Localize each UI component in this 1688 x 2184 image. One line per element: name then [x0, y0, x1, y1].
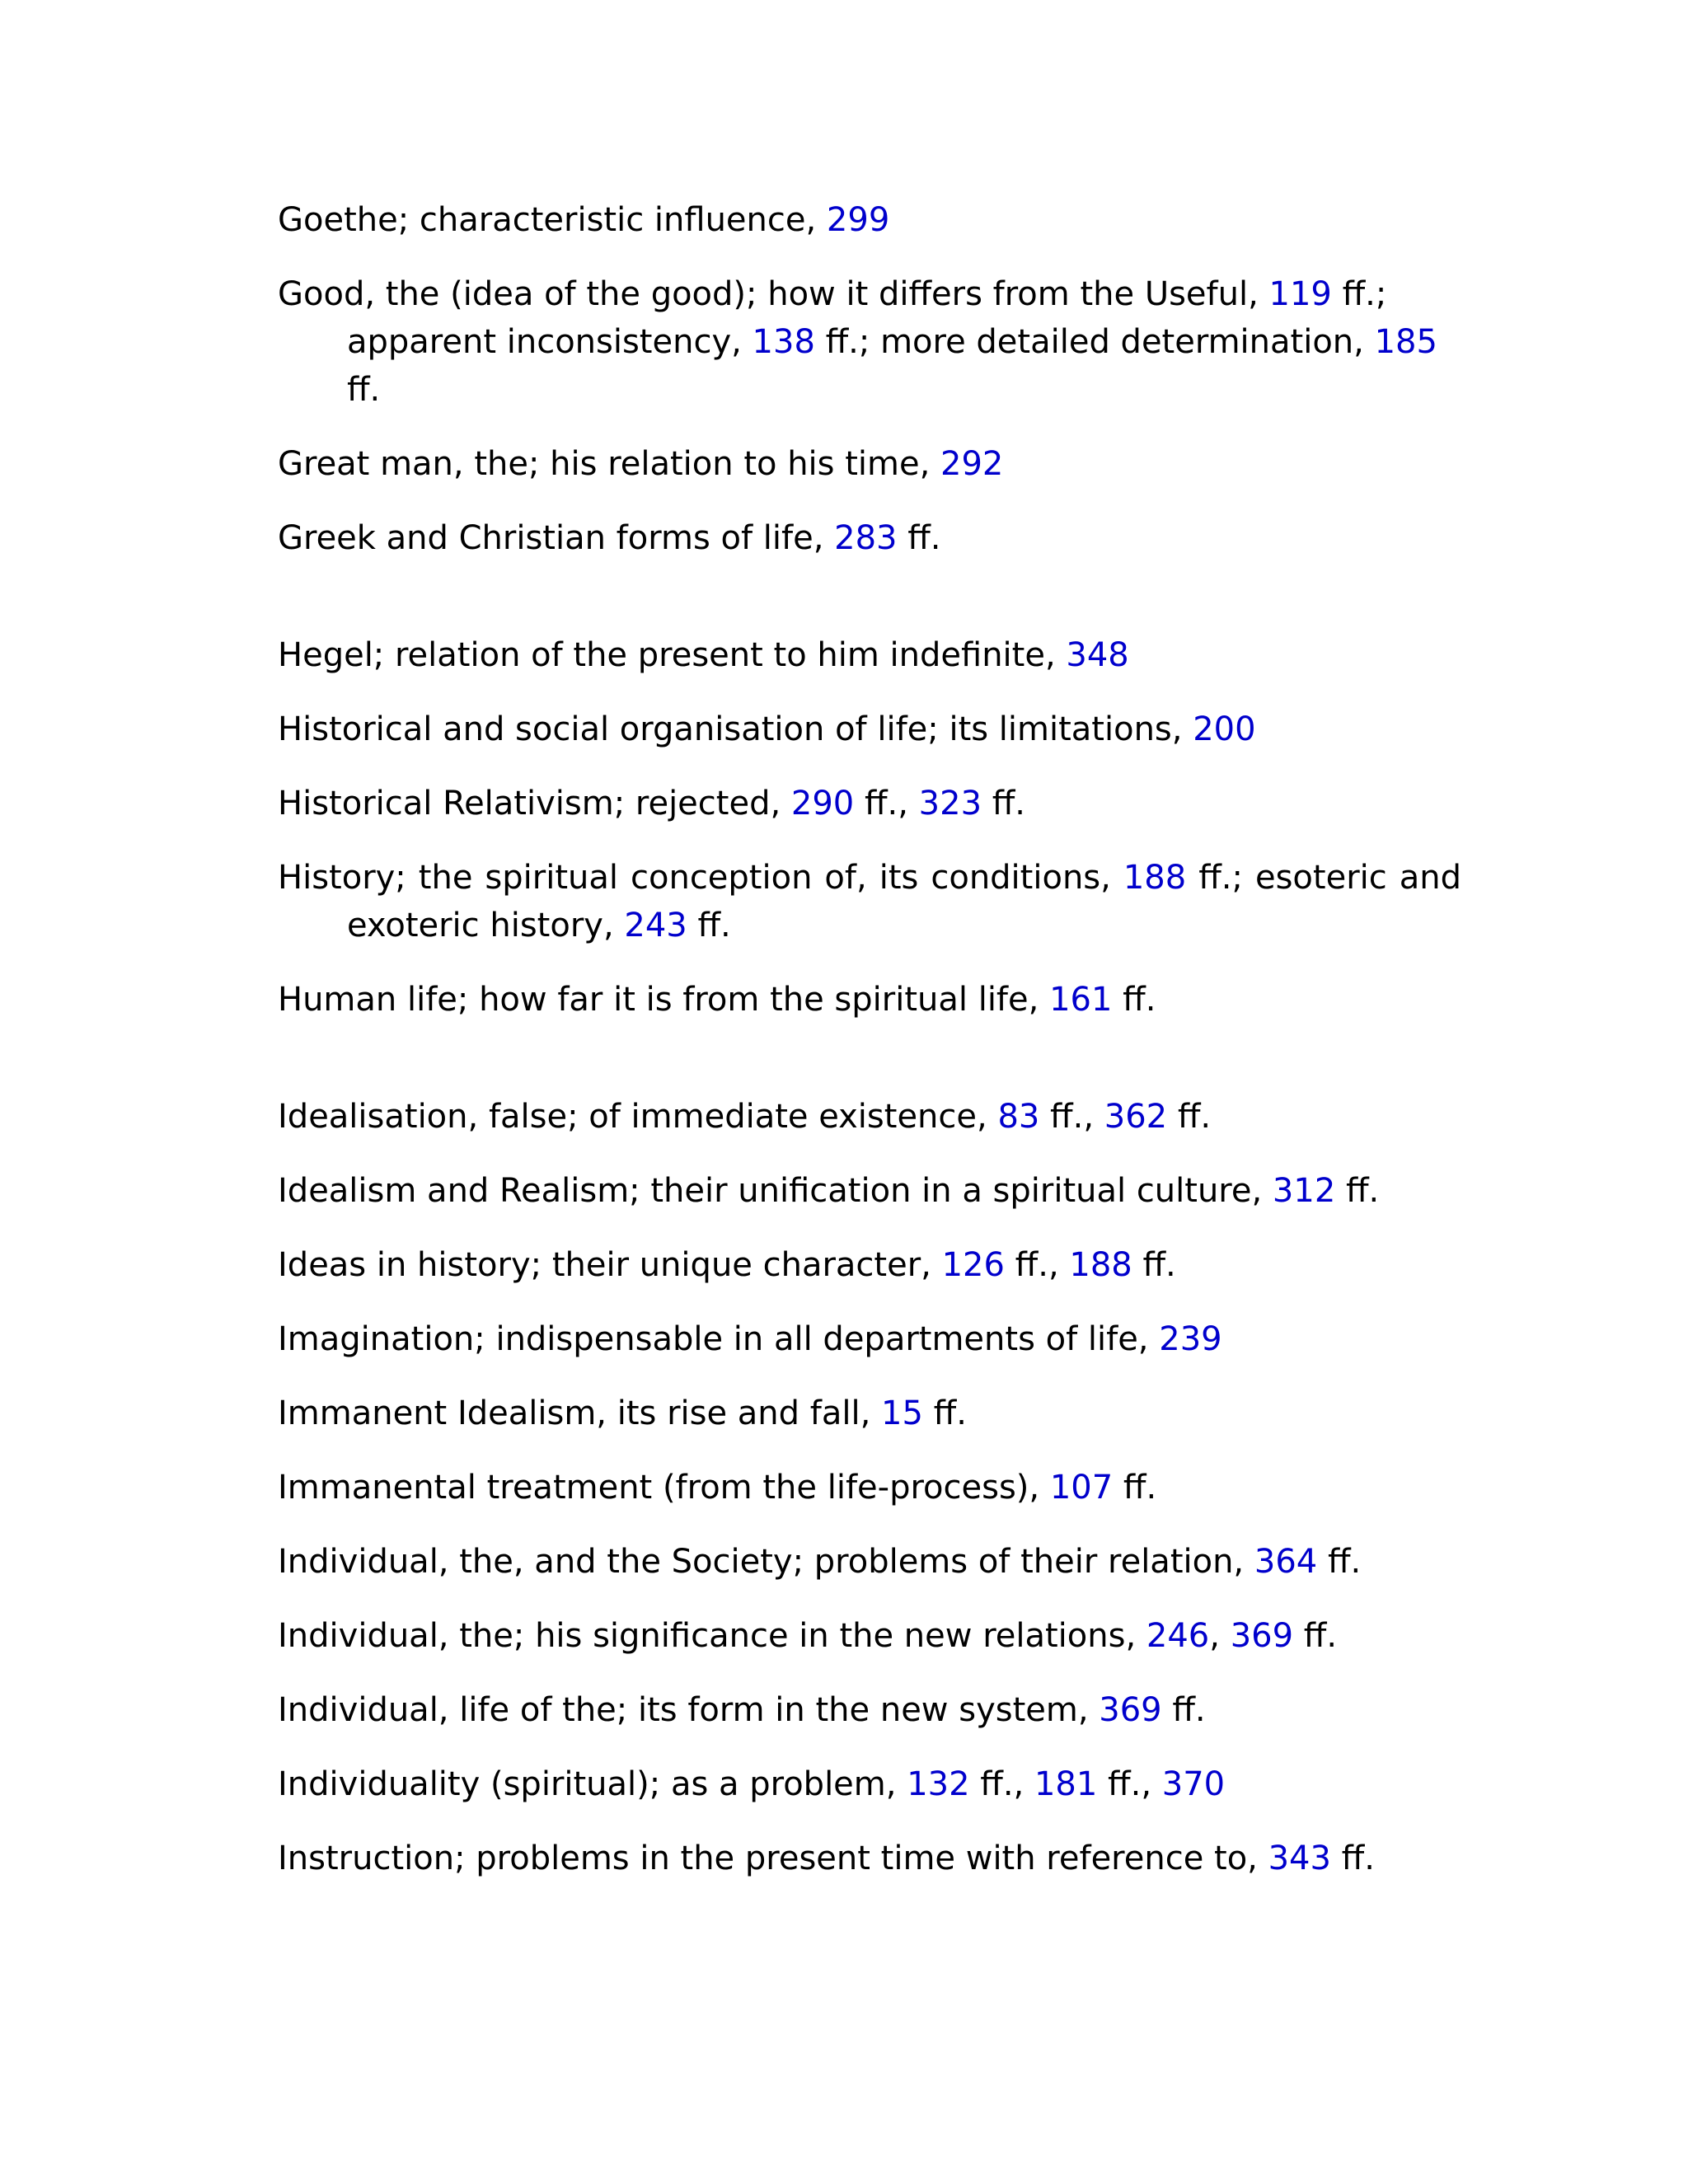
index-entry-text: ff.,: [1097, 1765, 1162, 1803]
index-entry: [278, 1241, 1461, 1289]
index-entry-text: ff.: [687, 907, 731, 944]
index-entry: [278, 631, 1461, 679]
index-entry-text: Imagination; indispensable in all departments of life,: [278, 1320, 1160, 1358]
page-number-link[interactable]: 323: [918, 785, 982, 823]
index-entry-text: ff.,: [969, 1765, 1034, 1803]
index-entry-text: ff.; more detailed determination,: [814, 323, 1375, 361]
index-entry-text: Greek and Christian forms of life,: [278, 519, 835, 557]
index-entry-text: Historical and social organisation of life; its limitations,: [278, 710, 1193, 748]
page-number-link[interactable]: 292: [940, 445, 1004, 483]
page-number-link[interactable]: 185: [1374, 323, 1437, 361]
index-entry-text: ff.: [1161, 1691, 1206, 1729]
index-entry-text: Hegel; relation of the present to him indefinite,: [278, 636, 1067, 674]
index-entry: [278, 1390, 1461, 1437]
index-entry-text: Individual, life of the; its form in the new system,: [278, 1691, 1100, 1729]
index-entry: [278, 1464, 1461, 1511]
index-entry-text: ff.: [1167, 1098, 1212, 1136]
page-number-link[interactable]: 364: [1254, 1543, 1318, 1581]
page-number-link[interactable]: 283: [834, 519, 898, 557]
page-number-link[interactable]: 181: [1034, 1765, 1098, 1803]
page-number-link[interactable]: 119: [1268, 275, 1332, 313]
index-entry-text: ff.: [982, 785, 1026, 823]
index-entry: [278, 705, 1461, 753]
index-entry-text: ,: [1209, 1617, 1231, 1655]
page-number-link[interactable]: 83: [997, 1098, 1040, 1136]
page-number-link[interactable]: 132: [907, 1765, 970, 1803]
index-entry: [278, 440, 1461, 488]
index-entry-text: ff.: [897, 519, 941, 557]
index-entry-text: ff.: [1317, 1543, 1362, 1581]
index-entry: [278, 1315, 1461, 1363]
index-entry: [278, 854, 1461, 949]
index-entry: [278, 1538, 1461, 1586]
page-number-link[interactable]: 138: [752, 323, 815, 361]
index-entry-text: ff.: [347, 371, 381, 409]
index-entry-text: ff.,: [854, 785, 919, 823]
index-entry: [278, 1093, 1461, 1141]
index-entry-text: ff.: [1132, 1246, 1176, 1284]
index-entry-text: Good, the (idea of the good); how it differs from the Useful,: [278, 275, 1269, 313]
page-number-link[interactable]: 15: [881, 1394, 923, 1432]
index-entry: [278, 1612, 1461, 1660]
index-entry: [278, 1760, 1461, 1808]
index-entry: [278, 976, 1461, 1024]
index-entry-text: Goethe; characteristic influence,: [278, 201, 827, 239]
index-entry-text: Immanental treatment (from the life-process),: [278, 1469, 1050, 1507]
index-entry-text: ff.: [1330, 1840, 1375, 1877]
index-entry-text: ff.,: [1004, 1246, 1070, 1284]
page-number-link[interactable]: 362: [1104, 1098, 1168, 1136]
index-entry-text: ff.: [1335, 1172, 1380, 1210]
index-entry: [278, 1835, 1461, 1882]
index-entry-text: Individual, the; his significance in the new relations,: [278, 1617, 1146, 1655]
page-number-link[interactable]: 290: [790, 785, 855, 823]
index-entry-text: Idealism and Realism; their unification in a spiritual culture,: [278, 1172, 1273, 1210]
index-entry-text: ff.: [1112, 981, 1156, 1019]
page-number-link[interactable]: 369: [1099, 1691, 1162, 1729]
index-entry: [278, 270, 1461, 414]
page-number-link[interactable]: 348: [1066, 636, 1129, 674]
index-entry-text: ff.: [1113, 1469, 1157, 1507]
index-entry-text: ff.: [1293, 1617, 1338, 1655]
page-number-link[interactable]: 369: [1230, 1617, 1294, 1655]
index-entry-text: History; the spiritual conception of, its conditions,: [278, 859, 1123, 897]
index-entry-text: Immanent Idealism, its rise and fall,: [278, 1394, 882, 1432]
index-entry-text: Human life; how far it is from the spiritual life,: [278, 981, 1050, 1019]
index-entry-text: Ideas in history; their unique character,: [278, 1246, 942, 1284]
page-number-link[interactable]: 239: [1159, 1320, 1222, 1358]
index-entry: [278, 196, 1461, 244]
index-entry: [278, 1686, 1461, 1734]
index-entry-text: Individuality (spiritual); as a problem,: [278, 1765, 907, 1803]
index-entry-text: Idealisation, false; of immediate existence,: [278, 1098, 998, 1136]
page-number-link[interactable]: 188: [1069, 1246, 1132, 1284]
index-entry-text: ff.; esoteric and exoteric history,: [347, 859, 1461, 944]
page-number-link[interactable]: 161: [1049, 981, 1113, 1019]
index-entry-text: ff.: [922, 1394, 967, 1432]
index-entry-text: Instruction; problems in the present time with reference to,: [278, 1840, 1268, 1877]
index-entry-text: Individual, the, and the Society; problems of their relation,: [278, 1543, 1254, 1581]
page-number-link[interactable]: 246: [1146, 1617, 1210, 1655]
page-number-link[interactable]: 243: [624, 907, 687, 944]
index-page: [278, 196, 1461, 1909]
page-number-link[interactable]: 299: [826, 201, 890, 239]
page-number-link[interactable]: 126: [941, 1246, 1005, 1284]
page-number-link[interactable]: 188: [1123, 859, 1187, 897]
page-number-link[interactable]: 370: [1161, 1765, 1226, 1803]
index-entry: [278, 780, 1461, 827]
page-number-link[interactable]: 312: [1272, 1172, 1336, 1210]
index-entry: [278, 514, 1461, 562]
page-number-link[interactable]: 200: [1193, 710, 1256, 748]
index-entry-text: Great man, the; his relation to his time,: [278, 445, 941, 483]
index-entry-text: Historical Relativism; rejected,: [278, 785, 791, 823]
index-entry-text: ff.,: [1039, 1098, 1104, 1136]
page-number-link[interactable]: 343: [1268, 1840, 1331, 1877]
index-entry: [278, 1167, 1461, 1215]
index-entry-text: ff.; apparent inconsistency,: [347, 275, 1387, 361]
page-number-link[interactable]: 107: [1049, 1469, 1114, 1507]
